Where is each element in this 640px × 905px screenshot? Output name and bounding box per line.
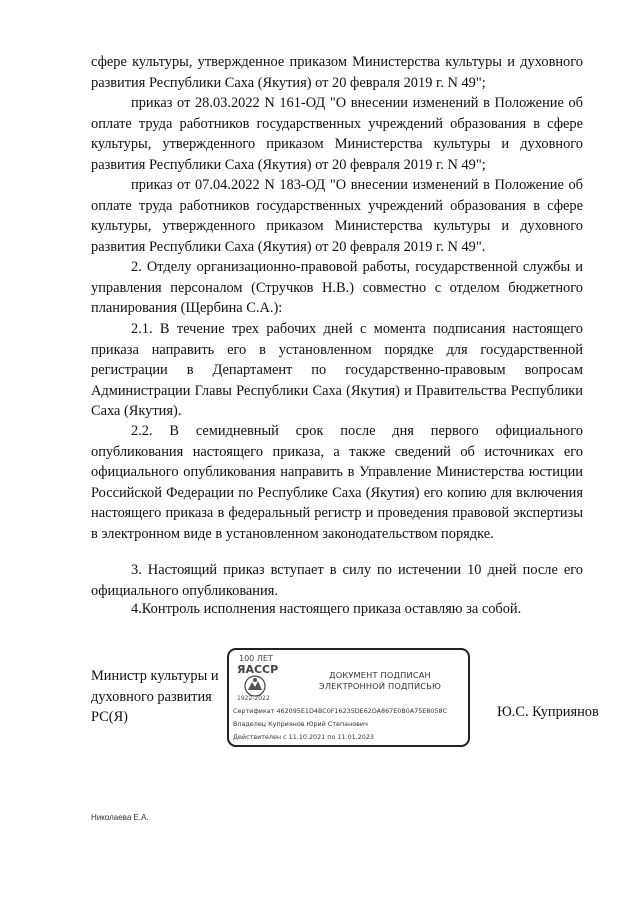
signer-name: Ю.С. Куприянов — [497, 704, 599, 720]
paragraph-order-183: приказ от 07.04.2022 N 183-ОД "О внесении изменений в Положение об оплате труда работников государственных учреждений образования в сфере культуры, утвержденного приказом Министерства культуры и духовного развития Республики Саха (Якутия) от 20 февраля 2019 г. N 49". — [91, 177, 583, 255]
paragraph-order-161: приказ от 28.03.2022 N 161-ОД "О внесении изменений в Положение об оплате труда работников государственных учреждений образования в сфере культуры, утвержденного приказом Министерства культуры и духовного развития Республики Саха (Якутия) от 20 февраля 2019 г. N 49"; — [91, 95, 583, 173]
stamp-validity: Действителен с 11.10.2021 по 11.01.2023 — [233, 733, 374, 741]
stamp-certificate: Сертификат 462095E1D4BC0F16235DE62DA867E0B0A75E8058C — [233, 707, 448, 715]
stamp-title — [291, 670, 469, 692]
executor-name: Николаева Е.А. — [91, 813, 149, 822]
paragraph-item-2-1: 2.1. В течение трех рабочих дней с момента подписания настоящего приказа направить его в установленном порядке для государственной регистрации в Департамент по государственно-правовым вопросам Администрации Главы Республики Саха (Якутия) и Правительства Республики Саха (Якутия). — [91, 321, 583, 419]
stamp-owner: Владелец Куприянов Юрий Степанович — [233, 720, 368, 728]
paragraph-item-3: 3. Настоящий приказ вступает в силу по истечении 10 дней после его официального опубликования. — [91, 562, 583, 599]
emblem-main-text: ЯАССР — [237, 663, 279, 676]
paragraph-item-2-2: 2.2. В семидневный срок после дня первого официального опубликования настоящего приказа, а также сведений об источниках его официального опубликования направить в Управление Министерства юстиции Российской Федерации по Республике Саха (Якутия) его копию для включения настоящего приказа в федеральный регистр и проведения правовой экспертизы в электронном виде в установленном законодательством порядке. — [91, 423, 583, 542]
signer-position-title: Министр культуры и духовного развития РС(Я) — [91, 668, 219, 725]
stamp-title-line-1: ДОКУМЕНТ ПОДПИСАН — [329, 670, 431, 680]
electronic-signature-stamp — [227, 648, 470, 747]
stamp-title-line-2: ЭЛЕКТРОННОЙ ПОДПИСЬЮ — [318, 681, 442, 691]
emblem-years-text: 1922-2022 — [237, 695, 270, 702]
paragraph-item-4: 4.Контроль исполнения настоящего приказа оставляю за собой. — [131, 601, 522, 617]
paragraph-item-2: 2. Отделу организационно-правовой работы, государственной службы и управления персоналом (Стручков Н.В.) совместно с отделом бюджетного планирования (Щербина С.А.): — [91, 259, 583, 316]
anniversary-emblem-icon — [235, 652, 291, 702]
emblem-top-text: 100 ЛЕТ — [239, 654, 273, 663]
paragraph-continuation: сфере культуры, утвержденное приказом Министерства культуры и духовного развития Республики Саха (Якутия) от 20 февраля 2019 г. N 49"; — [91, 54, 583, 91]
